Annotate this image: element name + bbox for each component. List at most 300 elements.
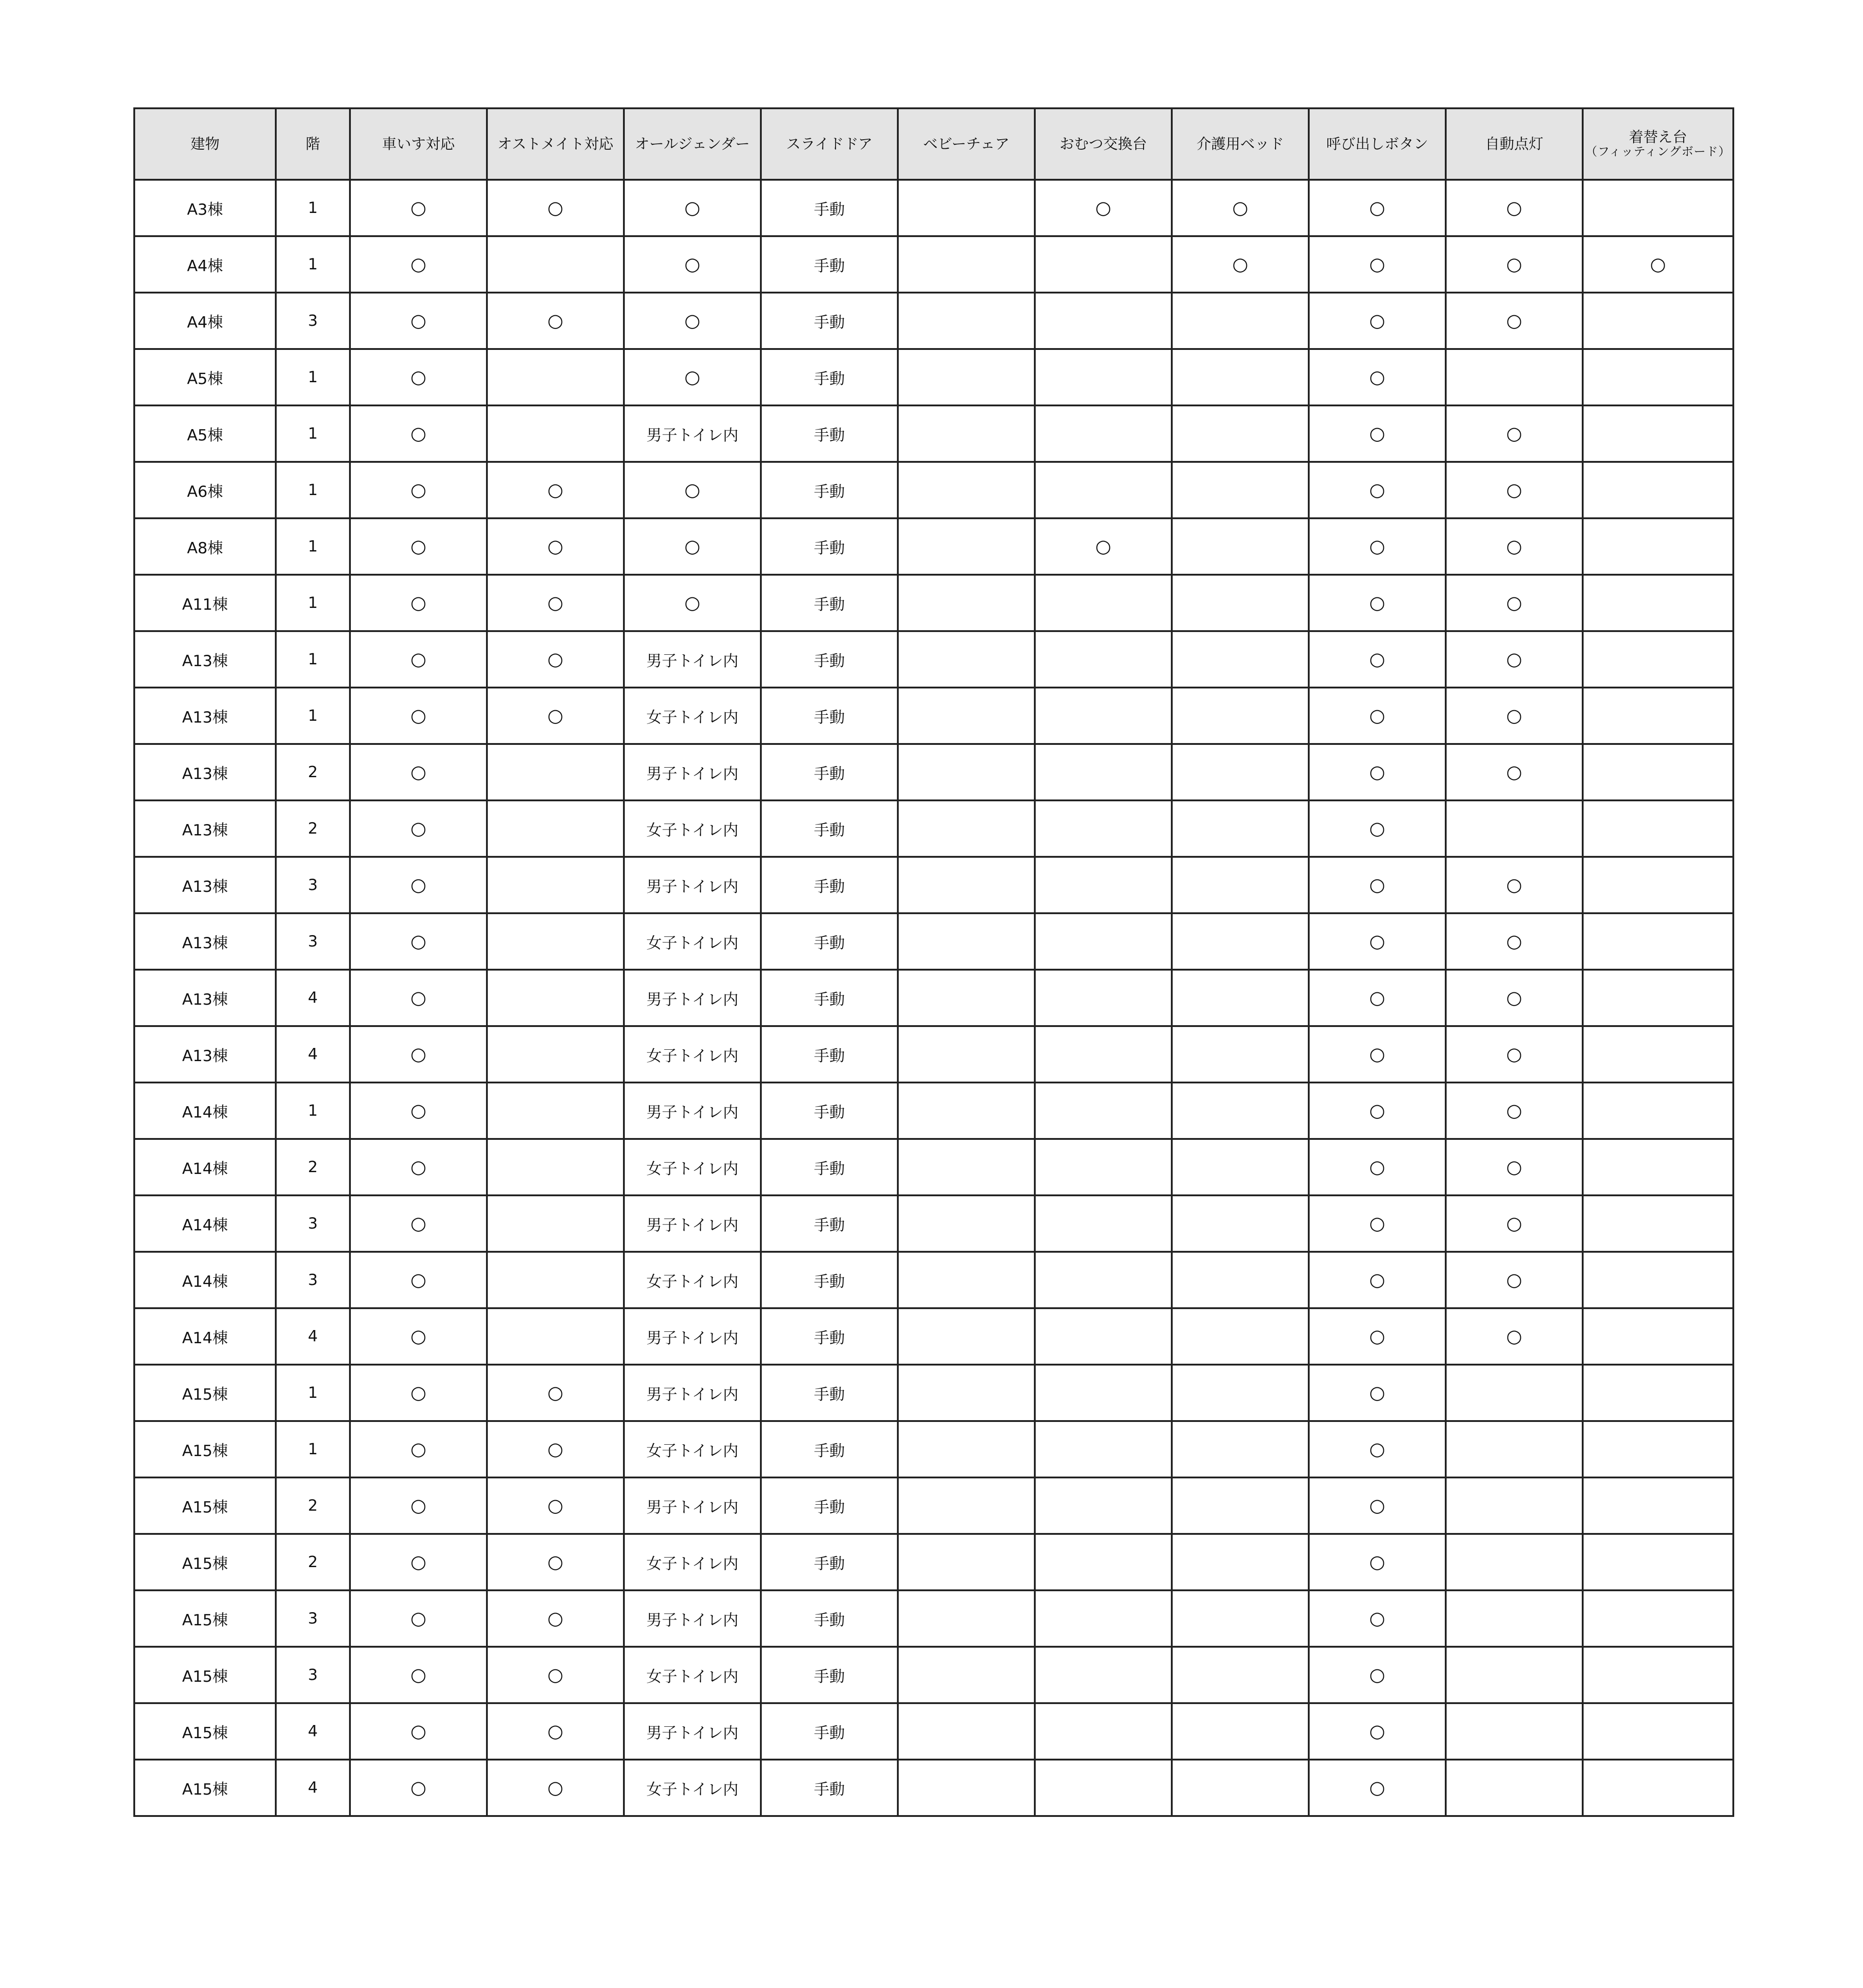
cell-building: A13棟: [134, 744, 276, 800]
cell-wheelchair: ○: [350, 688, 487, 744]
cell-diaper_table: [1035, 1477, 1172, 1534]
cell-all_gender: 女子トイレ内: [624, 1421, 761, 1477]
cell-changing_board: [1583, 1760, 1733, 1816]
cell-care_bed: [1172, 744, 1309, 800]
facility-table: [133, 107, 1734, 1817]
cell-diaper_table: [1035, 1421, 1172, 1477]
cell-auto_light: ○: [1446, 1195, 1583, 1252]
cell-all_gender: 女子トイレ内: [624, 1252, 761, 1308]
cell-floor: 1: [276, 518, 350, 575]
cell-care_bed: [1172, 1703, 1309, 1760]
cell-floor: 1: [276, 180, 350, 236]
cell-baby_chair: [898, 405, 1035, 462]
cell-slide_door: 手動: [761, 744, 898, 800]
cell-slide_door: 手動: [761, 462, 898, 518]
cell-baby_chair: [898, 1703, 1035, 1760]
column-header-sublabel: （フィッティングボード）: [1585, 145, 1731, 159]
cell-diaper_table: [1035, 349, 1172, 405]
table-row: [134, 800, 1733, 857]
table-row: [134, 1647, 1733, 1703]
column-header-label: 車いす対応: [382, 135, 455, 153]
cell-slide_door: 手動: [761, 1590, 898, 1647]
cell-call_button: ○: [1309, 1647, 1446, 1703]
cell-building: A5棟: [134, 349, 276, 405]
cell-floor: 2: [276, 800, 350, 857]
cell-changing_board: [1583, 1252, 1733, 1308]
cell-all_gender: 男子トイレ内: [624, 1195, 761, 1252]
cell-ostomate: ○: [487, 688, 624, 744]
cell-floor: 1: [276, 462, 350, 518]
cell-building: A15棟: [134, 1703, 276, 1760]
cell-ostomate: [487, 1195, 624, 1252]
cell-ostomate: [487, 1083, 624, 1139]
cell-all_gender: 女子トイレ内: [624, 1647, 761, 1703]
table-row: [134, 1195, 1733, 1252]
cell-building: A14棟: [134, 1083, 276, 1139]
cell-care_bed: [1172, 1252, 1309, 1308]
cell-all_gender: 男子トイレ内: [624, 405, 761, 462]
cell-floor: 2: [276, 1139, 350, 1195]
column-header-label: 呼び出しボタン: [1326, 135, 1428, 153]
cell-building: A6棟: [134, 462, 276, 518]
cell-slide_door: 手動: [761, 688, 898, 744]
cell-ostomate: [487, 349, 624, 405]
cell-baby_chair: [898, 688, 1035, 744]
cell-ostomate: [487, 913, 624, 970]
column-header-label: オールジェンダー: [635, 135, 750, 153]
cell-auto_light: [1446, 1477, 1583, 1534]
cell-call_button: ○: [1309, 575, 1446, 631]
cell-slide_door: 手動: [761, 1703, 898, 1760]
cell-floor: 4: [276, 1760, 350, 1816]
column-header-wheelchair: [350, 108, 487, 180]
cell-changing_board: ○: [1583, 236, 1733, 293]
cell-slide_door: 手動: [761, 1365, 898, 1421]
cell-call_button: ○: [1309, 180, 1446, 236]
cell-floor: 1: [276, 1083, 350, 1139]
cell-changing_board: [1583, 518, 1733, 575]
cell-call_button: ○: [1309, 1477, 1446, 1534]
cell-all_gender: ○: [624, 575, 761, 631]
cell-changing_board: [1583, 1534, 1733, 1590]
cell-wheelchair: ○: [350, 1083, 487, 1139]
cell-slide_door: 手動: [761, 236, 898, 293]
table-row: [134, 688, 1733, 744]
cell-baby_chair: [898, 1760, 1035, 1816]
cell-call_button: ○: [1309, 1421, 1446, 1477]
cell-changing_board: [1583, 913, 1733, 970]
cell-care_bed: [1172, 800, 1309, 857]
table-row: [134, 1252, 1733, 1308]
cell-call_button: ○: [1309, 631, 1446, 688]
cell-slide_door: 手動: [761, 405, 898, 462]
cell-call_button: ○: [1309, 1139, 1446, 1195]
column-header-label: 建物: [190, 135, 220, 153]
cell-wheelchair: ○: [350, 462, 487, 518]
table-body: [134, 180, 1733, 1816]
cell-floor: 4: [276, 1308, 350, 1365]
table-row: [134, 180, 1733, 236]
cell-care_bed: [1172, 293, 1309, 349]
cell-ostomate: ○: [487, 1421, 624, 1477]
cell-diaper_table: [1035, 913, 1172, 970]
cell-wheelchair: ○: [350, 1421, 487, 1477]
cell-call_button: ○: [1309, 1083, 1446, 1139]
column-header-auto_light: [1446, 108, 1583, 180]
cell-baby_chair: [898, 1308, 1035, 1365]
cell-changing_board: [1583, 1365, 1733, 1421]
cell-floor: 1: [276, 1421, 350, 1477]
cell-wheelchair: ○: [350, 1647, 487, 1703]
cell-baby_chair: [898, 1026, 1035, 1083]
cell-auto_light: ○: [1446, 1083, 1583, 1139]
cell-care_bed: [1172, 405, 1309, 462]
cell-auto_light: ○: [1446, 744, 1583, 800]
cell-wheelchair: ○: [350, 1477, 487, 1534]
cell-slide_door: 手動: [761, 1083, 898, 1139]
table-row: [134, 575, 1733, 631]
column-header-label: オストメイト対応: [497, 135, 613, 153]
cell-all_gender: 男子トイレ内: [624, 1365, 761, 1421]
cell-call_button: ○: [1309, 970, 1446, 1026]
cell-all_gender: 男子トイレ内: [624, 631, 761, 688]
cell-ostomate: ○: [487, 462, 624, 518]
cell-ostomate: ○: [487, 180, 624, 236]
cell-call_button: ○: [1309, 1252, 1446, 1308]
cell-wheelchair: ○: [350, 1195, 487, 1252]
column-header-care_bed: [1172, 108, 1309, 180]
cell-baby_chair: [898, 1365, 1035, 1421]
cell-wheelchair: ○: [350, 1534, 487, 1590]
cell-care_bed: [1172, 688, 1309, 744]
cell-slide_door: 手動: [761, 857, 898, 913]
cell-auto_light: ○: [1446, 1139, 1583, 1195]
table-row: [134, 970, 1733, 1026]
cell-all_gender: ○: [624, 349, 761, 405]
cell-ostomate: ○: [487, 518, 624, 575]
cell-call_button: ○: [1309, 744, 1446, 800]
cell-wheelchair: ○: [350, 1252, 487, 1308]
cell-care_bed: [1172, 1647, 1309, 1703]
cell-ostomate: [487, 970, 624, 1026]
cell-baby_chair: [898, 1590, 1035, 1647]
cell-changing_board: [1583, 462, 1733, 518]
cell-all_gender: 男子トイレ内: [624, 1703, 761, 1760]
cell-ostomate: ○: [487, 1534, 624, 1590]
cell-ostomate: [487, 1026, 624, 1083]
cell-wheelchair: ○: [350, 631, 487, 688]
cell-changing_board: [1583, 180, 1733, 236]
cell-auto_light: ○: [1446, 970, 1583, 1026]
cell-auto_light: ○: [1446, 518, 1583, 575]
cell-changing_board: [1583, 744, 1733, 800]
cell-wheelchair: ○: [350, 405, 487, 462]
cell-changing_board: [1583, 688, 1733, 744]
cell-diaper_table: [1035, 405, 1172, 462]
cell-floor: 3: [276, 913, 350, 970]
cell-all_gender: 男子トイレ内: [624, 857, 761, 913]
cell-slide_door: 手動: [761, 1308, 898, 1365]
column-header-label: 自動点灯: [1485, 135, 1544, 153]
cell-building: A11棟: [134, 575, 276, 631]
table-row: [134, 1534, 1733, 1590]
cell-baby_chair: [898, 800, 1035, 857]
cell-slide_door: 手動: [761, 913, 898, 970]
cell-building: A14棟: [134, 1195, 276, 1252]
cell-baby_chair: [898, 1421, 1035, 1477]
cell-diaper_table: [1035, 462, 1172, 518]
cell-all_gender: 男子トイレ内: [624, 1477, 761, 1534]
cell-baby_chair: [898, 1647, 1035, 1703]
cell-floor: 1: [276, 1365, 350, 1421]
cell-building: A4棟: [134, 293, 276, 349]
cell-care_bed: [1172, 518, 1309, 575]
table-row: [134, 631, 1733, 688]
cell-slide_door: 手動: [761, 1139, 898, 1195]
cell-wheelchair: ○: [350, 1590, 487, 1647]
cell-call_button: ○: [1309, 1760, 1446, 1816]
cell-wheelchair: ○: [350, 575, 487, 631]
cell-ostomate: ○: [487, 1760, 624, 1816]
column-header-label: スライドドア: [786, 135, 873, 153]
cell-diaper_table: [1035, 1534, 1172, 1590]
cell-diaper_table: [1035, 1760, 1172, 1816]
cell-floor: 1: [276, 575, 350, 631]
cell-changing_board: [1583, 1477, 1733, 1534]
cell-slide_door: 手動: [761, 293, 898, 349]
cell-auto_light: [1446, 1703, 1583, 1760]
cell-all_gender: ○: [624, 462, 761, 518]
cell-changing_board: [1583, 1590, 1733, 1647]
cell-changing_board: [1583, 1139, 1733, 1195]
cell-care_bed: [1172, 970, 1309, 1026]
column-header-ostomate: [487, 108, 624, 180]
cell-wheelchair: ○: [350, 1703, 487, 1760]
cell-floor: 3: [276, 1590, 350, 1647]
cell-baby_chair: [898, 857, 1035, 913]
cell-changing_board: [1583, 1703, 1733, 1760]
cell-diaper_table: [1035, 1139, 1172, 1195]
cell-changing_board: [1583, 1647, 1733, 1703]
cell-call_button: ○: [1309, 1534, 1446, 1590]
cell-baby_chair: [898, 518, 1035, 575]
cell-all_gender: 女子トイレ内: [624, 688, 761, 744]
cell-auto_light: [1446, 1421, 1583, 1477]
table-header: [134, 108, 1733, 180]
cell-diaper_table: [1035, 1195, 1172, 1252]
table-row: [134, 518, 1733, 575]
cell-care_bed: [1172, 1365, 1309, 1421]
cell-changing_board: [1583, 349, 1733, 405]
cell-call_button: ○: [1309, 405, 1446, 462]
cell-auto_light: ○: [1446, 857, 1583, 913]
cell-slide_door: 手動: [761, 349, 898, 405]
cell-call_button: ○: [1309, 462, 1446, 518]
cell-building: A5棟: [134, 405, 276, 462]
column-header-building: [134, 108, 276, 180]
cell-baby_chair: [898, 236, 1035, 293]
cell-floor: 4: [276, 1026, 350, 1083]
cell-baby_chair: [898, 1139, 1035, 1195]
cell-ostomate: ○: [487, 575, 624, 631]
cell-diaper_table: [1035, 857, 1172, 913]
table-row: [134, 1703, 1733, 1760]
table-row: [134, 349, 1733, 405]
cell-all_gender: 女子トイレ内: [624, 1534, 761, 1590]
cell-wheelchair: ○: [350, 518, 487, 575]
cell-diaper_table: [1035, 970, 1172, 1026]
column-header-label: 介護用ベッド: [1196, 135, 1284, 153]
cell-care_bed: ○: [1172, 180, 1309, 236]
cell-changing_board: [1583, 1195, 1733, 1252]
cell-floor: 2: [276, 744, 350, 800]
table-row: [134, 744, 1733, 800]
table-row: [134, 1590, 1733, 1647]
cell-slide_door: 手動: [761, 1534, 898, 1590]
cell-building: A8棟: [134, 518, 276, 575]
cell-baby_chair: [898, 913, 1035, 970]
cell-auto_light: [1446, 1590, 1583, 1647]
cell-auto_light: [1446, 1534, 1583, 1590]
cell-wheelchair: ○: [350, 744, 487, 800]
column-header-label: 階: [305, 135, 320, 153]
cell-all_gender: 男子トイレ内: [624, 1083, 761, 1139]
cell-baby_chair: [898, 970, 1035, 1026]
cell-care_bed: [1172, 1308, 1309, 1365]
cell-slide_door: 手動: [761, 800, 898, 857]
cell-building: A15棟: [134, 1534, 276, 1590]
cell-diaper_table: [1035, 1252, 1172, 1308]
cell-auto_light: [1446, 1365, 1583, 1421]
table-row: [134, 1760, 1733, 1816]
cell-diaper_table: [1035, 631, 1172, 688]
cell-ostomate: ○: [487, 1647, 624, 1703]
cell-care_bed: [1172, 631, 1309, 688]
cell-ostomate: ○: [487, 1590, 624, 1647]
cell-building: A13棟: [134, 857, 276, 913]
cell-floor: 3: [276, 293, 350, 349]
cell-care_bed: [1172, 1421, 1309, 1477]
cell-changing_board: [1583, 1421, 1733, 1477]
cell-all_gender: ○: [624, 236, 761, 293]
cell-care_bed: [1172, 1534, 1309, 1590]
cell-call_button: ○: [1309, 1308, 1446, 1365]
cell-floor: 1: [276, 688, 350, 744]
cell-changing_board: [1583, 857, 1733, 913]
cell-ostomate: ○: [487, 631, 624, 688]
cell-call_button: ○: [1309, 1195, 1446, 1252]
cell-baby_chair: [898, 1252, 1035, 1308]
cell-baby_chair: [898, 349, 1035, 405]
cell-changing_board: [1583, 1083, 1733, 1139]
cell-building: A15棟: [134, 1647, 276, 1703]
cell-diaper_table: ○: [1035, 518, 1172, 575]
cell-care_bed: [1172, 575, 1309, 631]
cell-ostomate: [487, 800, 624, 857]
cell-diaper_table: [1035, 1083, 1172, 1139]
cell-call_button: ○: [1309, 857, 1446, 913]
cell-auto_light: ○: [1446, 631, 1583, 688]
column-header-label: 着替え台: [1629, 128, 1687, 146]
cell-baby_chair: [898, 1534, 1035, 1590]
cell-slide_door: 手動: [761, 970, 898, 1026]
cell-wheelchair: ○: [350, 1308, 487, 1365]
table-row: [134, 857, 1733, 913]
cell-building: A14棟: [134, 1139, 276, 1195]
cell-diaper_table: [1035, 800, 1172, 857]
cell-wheelchair: ○: [350, 857, 487, 913]
table-row: [134, 913, 1733, 970]
cell-ostomate: ○: [487, 1477, 624, 1534]
cell-ostomate: [487, 1139, 624, 1195]
cell-care_bed: [1172, 1195, 1309, 1252]
cell-slide_door: 手動: [761, 1760, 898, 1816]
cell-slide_door: 手動: [761, 575, 898, 631]
table-row: [134, 1139, 1733, 1195]
cell-diaper_table: [1035, 236, 1172, 293]
cell-floor: 3: [276, 857, 350, 913]
cell-slide_door: 手動: [761, 1026, 898, 1083]
cell-building: A14棟: [134, 1308, 276, 1365]
cell-care_bed: [1172, 1083, 1309, 1139]
cell-care_bed: [1172, 913, 1309, 970]
cell-building: A15棟: [134, 1760, 276, 1816]
cell-diaper_table: [1035, 1308, 1172, 1365]
cell-all_gender: 男子トイレ内: [624, 1590, 761, 1647]
table-row: [134, 1365, 1733, 1421]
cell-care_bed: [1172, 857, 1309, 913]
cell-wheelchair: ○: [350, 349, 487, 405]
cell-ostomate: ○: [487, 1365, 624, 1421]
cell-baby_chair: [898, 1083, 1035, 1139]
cell-building: A13棟: [134, 800, 276, 857]
cell-care_bed: [1172, 349, 1309, 405]
cell-floor: 4: [276, 1703, 350, 1760]
cell-ostomate: [487, 236, 624, 293]
cell-building: A13棟: [134, 688, 276, 744]
cell-floor: 3: [276, 1195, 350, 1252]
cell-changing_board: [1583, 970, 1733, 1026]
cell-building: A15棟: [134, 1365, 276, 1421]
table-row: [134, 1308, 1733, 1365]
cell-ostomate: [487, 744, 624, 800]
cell-building: A13棟: [134, 970, 276, 1026]
cell-diaper_table: [1035, 688, 1172, 744]
cell-call_button: ○: [1309, 688, 1446, 744]
cell-floor: 3: [276, 1647, 350, 1703]
cell-building: A14棟: [134, 1252, 276, 1308]
cell-slide_door: 手動: [761, 518, 898, 575]
cell-all_gender: ○: [624, 518, 761, 575]
cell-building: A13棟: [134, 631, 276, 688]
cell-diaper_table: [1035, 744, 1172, 800]
cell-floor: 4: [276, 970, 350, 1026]
cell-floor: 1: [276, 405, 350, 462]
cell-diaper_table: [1035, 293, 1172, 349]
cell-auto_light: [1446, 1647, 1583, 1703]
table-row: [134, 1421, 1733, 1477]
cell-slide_door: 手動: [761, 1647, 898, 1703]
table-row: [134, 405, 1733, 462]
table-row: [134, 462, 1733, 518]
cell-all_gender: 男子トイレ内: [624, 1308, 761, 1365]
cell-floor: 2: [276, 1534, 350, 1590]
cell-slide_door: 手動: [761, 180, 898, 236]
cell-call_button: ○: [1309, 1365, 1446, 1421]
cell-baby_chair: [898, 744, 1035, 800]
cell-auto_light: ○: [1446, 575, 1583, 631]
cell-auto_light: [1446, 349, 1583, 405]
